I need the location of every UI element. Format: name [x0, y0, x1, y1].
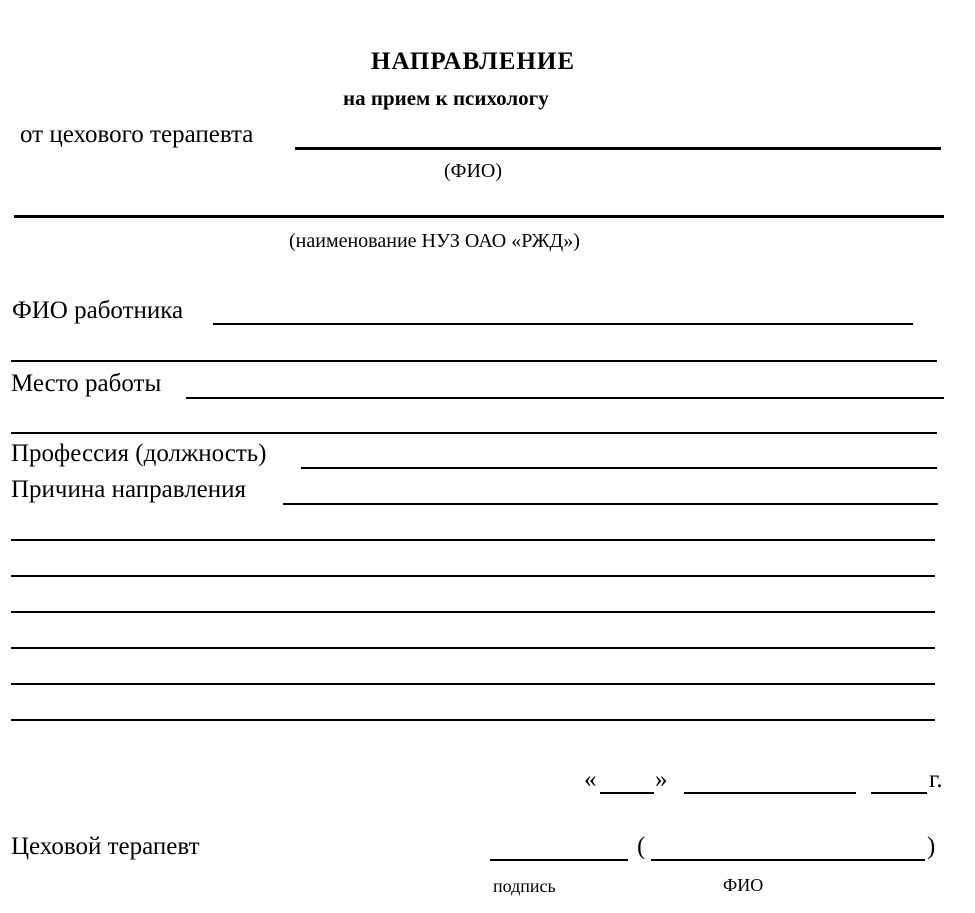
workplace-line-2[interactable] [11, 432, 937, 434]
worker-fio-line[interactable] [213, 323, 913, 325]
worker-fio-line-2[interactable] [11, 360, 937, 362]
document-title: НАПРАВЛЕНИЕ [371, 48, 576, 75]
workplace-line[interactable] [186, 397, 944, 399]
from-therapist-label: от цехового терапевта [20, 121, 254, 148]
worker-fio-label: ФИО работника [12, 297, 184, 324]
organization-line[interactable] [14, 215, 944, 218]
signature-fio-line[interactable] [651, 859, 925, 861]
document-subtitle: на прием к психологу [343, 86, 549, 110]
profession-label: Профессия (должность) [11, 440, 267, 467]
signature-fio-caption: ФИО [723, 875, 764, 895]
profession-line[interactable] [301, 467, 937, 469]
reason-line-6[interactable] [11, 683, 935, 685]
reason-line-7[interactable] [11, 719, 935, 721]
workplace-label: Место работы [11, 370, 162, 397]
reason-line-2[interactable] [11, 539, 935, 541]
reason-line-3[interactable] [11, 575, 935, 577]
signature-line[interactable] [490, 859, 628, 861]
therapist-fio-line[interactable] [295, 147, 941, 150]
organization-caption: (наименование НУЗ ОАО «РЖД») [289, 230, 580, 252]
reason-line-4[interactable] [11, 611, 935, 613]
signature-caption: подпись [493, 876, 556, 896]
signature-close-paren: ) [927, 833, 936, 860]
reason-line-5[interactable] [11, 647, 935, 649]
year-suffix: г. [929, 766, 943, 793]
reason-label: Причина направления [11, 476, 247, 503]
reason-line[interactable] [283, 503, 938, 505]
date-month-line[interactable] [684, 792, 856, 794]
date-close-quote: » [655, 766, 668, 793]
fio-caption: (ФИО) [444, 160, 503, 182]
signature-open-paren: ( [637, 833, 646, 860]
date-open-quote: « [584, 766, 597, 793]
therapist-role-label: Цеховой терапевт [11, 833, 200, 860]
date-day-line[interactable] [600, 792, 654, 794]
date-year-line[interactable] [871, 792, 927, 794]
